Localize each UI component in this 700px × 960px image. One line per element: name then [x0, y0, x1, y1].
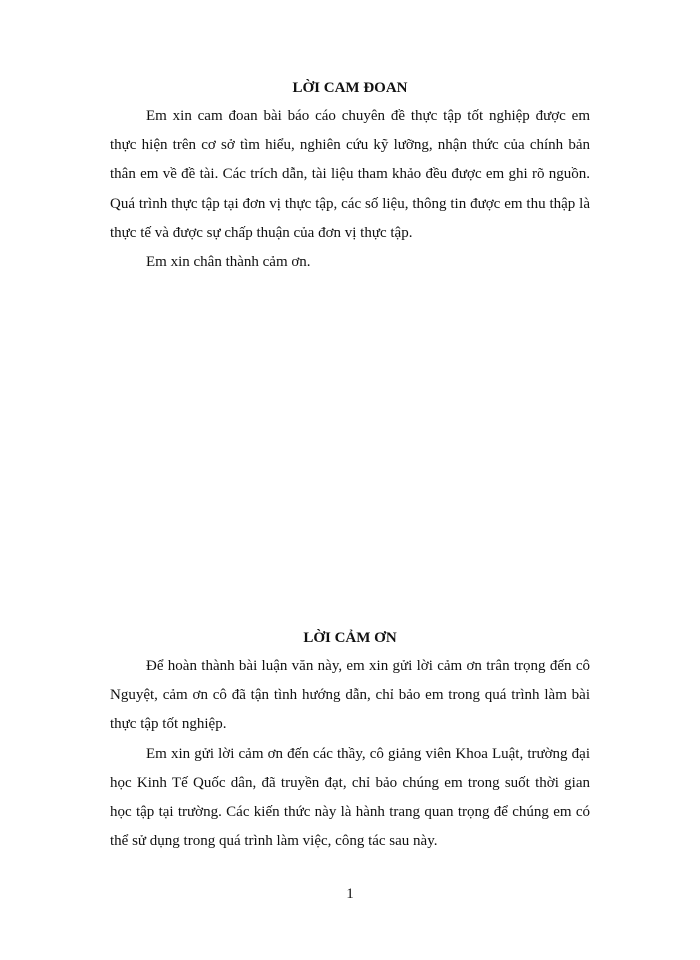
declaration-paragraph: Em xin cam đoan bài báo cáo chuyên đề thực tập tốt nghiệp được em thực hiện trên cơ sở tìm hiểu, nghiên cứu kỹ lưỡng, nhận thức của chính bản thân em về đề tài. Các trích dẫn, tài liệu tham khảo đều được em ghi rõ nguồn. Quá trình thực tập tại đơn vị thực tập, các số liệu, thông tin được em thu thập là thực tế và được sự chấp thuận của đơn vị thực tập. — [110, 108, 590, 241]
acknowledgement-paragraph-2: Em xin gửi lời cảm ơn đến các thầy, cô giảng viên Khoa Luật, trường đại học Kinh Tế Quốc dân, đã truyền đạt, chỉ bảo chúng em trong suốt thời gian học tập tại trường. Các kiến thức này là hành trang quan trọng để chúng em có thể sử dụng trong quá trình làm việc, công tác sau này. — [110, 745, 590, 850]
declaration-section — [110, 78, 590, 277]
acknowledgement-paragraph-1: Để hoàn thành bài luận văn này, em xin gửi lời cảm ơn trân trọng đến cô Nguyệt, cảm ơn cô đã tận tình hướng dẫn, chỉ bảo em trong quá trình làm bài thực tập tốt nghiệp. — [110, 658, 590, 733]
acknowledgement-title: LỜI CẢM ƠN — [303, 630, 397, 646]
declaration-thanks: Em xin chân thành cảm ơn. — [146, 254, 311, 271]
acknowledgement-section — [110, 628, 590, 856]
declaration-title: LỜI CAM ĐOAN — [292, 80, 408, 96]
page-number: 1 — [346, 886, 354, 902]
